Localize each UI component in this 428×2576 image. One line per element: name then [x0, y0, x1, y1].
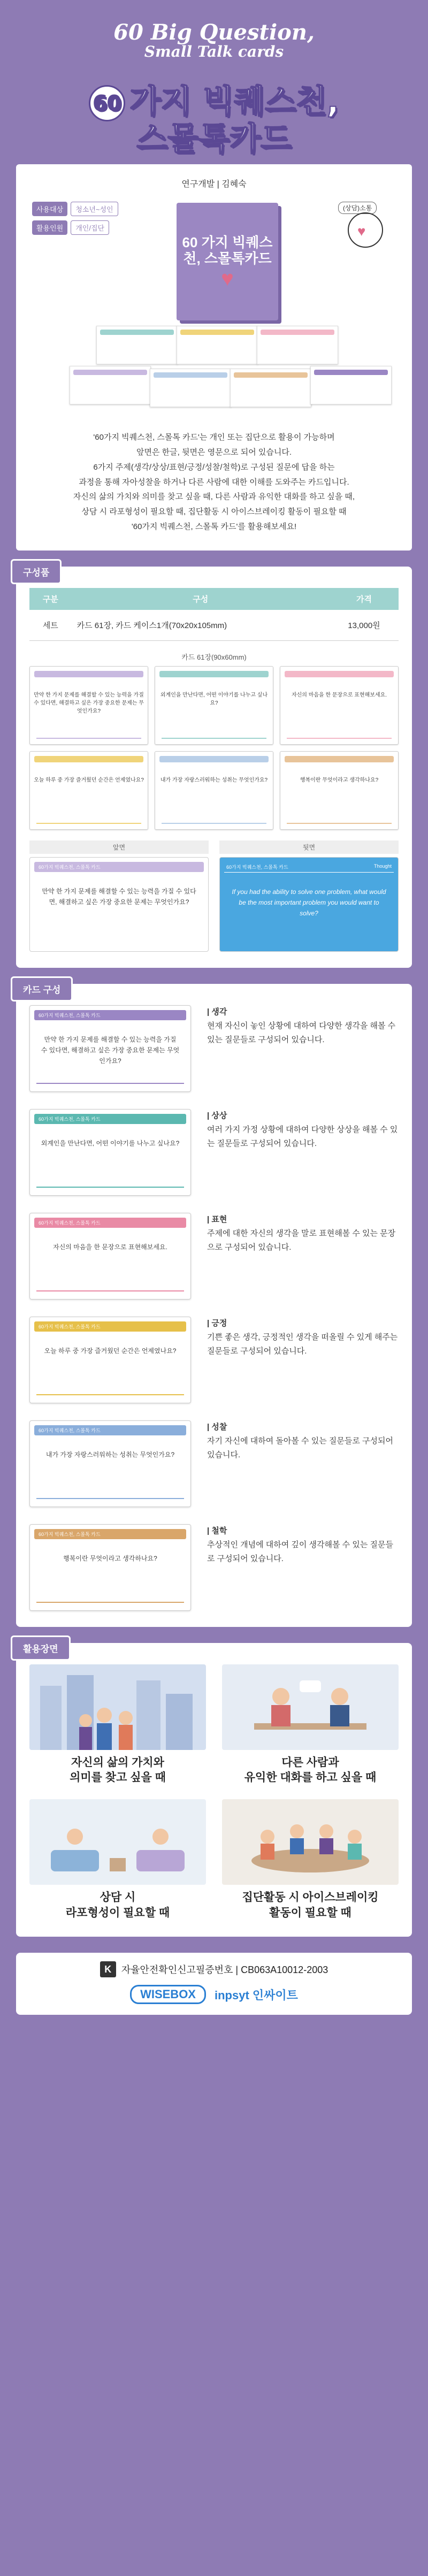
hero-card: [16, 164, 412, 550]
tag-members: [32, 220, 118, 235]
card-type-info: [191, 1420, 399, 1463]
card-type-info: [191, 1524, 399, 1566]
card-type-text: 오늘 하루 중 가장 즐거웠던 순간은 언제였나요?: [44, 1347, 177, 1355]
scene-conversation-illustration: [222, 1664, 399, 1750]
scene-caption-line: 라포형성이 필요할 때: [65, 1906, 170, 1919]
heart-icon: ♥: [221, 267, 234, 291]
composition-section: [16, 567, 412, 968]
back-header-right: Thought: [373, 863, 392, 869]
sample-card-text: 외계인을 만난다면, 어떤 이야기를 나누고 싶나요?: [160, 692, 268, 706]
sample-card: [29, 666, 148, 745]
hero-subtitle-line2: Small Talk cards: [144, 43, 284, 60]
card-type-text: 자신의 마음을 한 문장으로 표현해보세요.: [53, 1243, 167, 1251]
card-type-text: 행복이란 무엇이라고 생각하나요?: [63, 1554, 157, 1562]
scene-caption: [29, 1755, 206, 1786]
table-row: [29, 610, 399, 641]
card-type-name: | 생각: [207, 1007, 227, 1016]
scene-caption: [222, 1890, 399, 1921]
tag-target: [32, 202, 118, 216]
mini-card: [150, 369, 231, 407]
scene-caption-line: 유익한 대화를 하고 싶을 때: [244, 1771, 377, 1784]
card-type-header: 60가지 빅퀘스천, 스몰톡 카드: [34, 1529, 186, 1539]
card-type-item: [29, 1420, 399, 1507]
sample-card: [155, 751, 273, 830]
scene-caption-line: 자신의 삶의 가치와: [71, 1756, 164, 1769]
scene-group-illustration: [222, 1799, 399, 1885]
card-type-name: | 표현: [207, 1214, 227, 1224]
card-types-section: [16, 984, 412, 1627]
card-type-header: 60가지 빅퀘스천, 스몰톡 카드: [34, 1010, 186, 1020]
card-type-header: 60가지 빅퀘스천, 스몰톡 카드: [34, 1425, 186, 1435]
card-size-label: 카드 61장(90x60mm): [181, 653, 247, 661]
card-type-header: 60가지 빅퀘스천, 스몰톡 카드: [34, 1321, 186, 1332]
card-type-item: [29, 1213, 399, 1300]
table-cell: 세트: [29, 610, 72, 641]
card-type-visual: [29, 1213, 191, 1300]
scene-item: [222, 1799, 399, 1921]
tag-value: 청소년~성인: [71, 202, 118, 216]
front-card-header: 60가지 빅퀘스천, 스몰톡 카드: [34, 862, 204, 872]
sample-card-grid: [29, 666, 399, 830]
card-type-visual: [29, 1317, 191, 1403]
relation-label: (상담)소통: [338, 202, 377, 214]
scene-counseling-illustration: [29, 1799, 206, 1885]
card-type-visual: [29, 1005, 191, 1092]
back-card: [219, 857, 399, 952]
description-line: 6가지 주제(생각/상상/표현/긍정/성찰/철학)로 구성된 질문에 답을 하는: [93, 462, 335, 472]
scene-caption: [29, 1890, 206, 1921]
hero-title-line2: 스몰톡카드: [136, 120, 292, 158]
footer: [16, 1953, 412, 2015]
card-type-desc: 현재 자신이 놓인 상황에 대하여 다양한 생각을 해볼 수 있는 질문들로 구성되어 있습니다.: [207, 1021, 396, 1045]
front-side: [29, 840, 209, 952]
card-type-info: [191, 1317, 399, 1359]
relation-icon: [332, 202, 391, 250]
certification: [16, 1961, 412, 1977]
certification-text: 자율안전확인신고필증번호 | CB063A10012-2003: [121, 1965, 328, 1976]
sample-card-text: 행복이란 무엇이라고 생각하나요?: [300, 777, 379, 783]
mini-card: [96, 326, 178, 364]
card-type-text: 내가 가장 자랑스러워하는 성취는 무엇인가요?: [45, 1450, 175, 1458]
card-type-item: [29, 1005, 399, 1092]
table-cell: 13,000원: [330, 610, 399, 641]
scene-grid: [29, 1664, 399, 1921]
tag-list: [32, 202, 118, 239]
back-side: [219, 840, 399, 952]
inpsyt-logo: inpsyt 인싸이트: [214, 1988, 298, 2002]
card-type-desc: 여러 가지 가정 상황에 대하여 다양한 상상을 해볼 수 있는 질문들로 구성되어 있습니다.: [207, 1125, 398, 1149]
table-cell: 카드 61장, 카드 케이스1개(70x20x105mm): [72, 610, 330, 641]
scene-caption: [222, 1755, 399, 1786]
description-line: 앞면은 한글, 뒷면은 영문으로 되어 있습니다.: [136, 448, 292, 457]
card-type-item: [29, 1524, 399, 1611]
back-header-left: 60가지 빅퀘스천, 스몰톡 카드: [226, 864, 288, 870]
front-label: 앞면: [29, 840, 209, 854]
table-header: 구분: [29, 588, 72, 610]
card-type-desc: 기쁜 좋은 생각, 긍정적인 생각을 떠올릴 수 있게 해주는 질문들로 구성되어 있습니다.: [207, 1332, 398, 1356]
hero-title-text1: 가지 빅퀘스천,: [129, 83, 339, 120]
section-tag: 구성품: [11, 559, 62, 584]
card-type-info: [191, 1213, 399, 1255]
mini-card: [177, 326, 258, 364]
table-header: 구성: [72, 588, 330, 610]
card-type-visual: [29, 1109, 191, 1196]
card-sides: [29, 840, 399, 952]
mini-card: [310, 366, 392, 404]
hero-subtitle-line1: 60 Big Question,: [113, 20, 315, 45]
card-type-visual: [29, 1420, 191, 1507]
sample-card: [280, 666, 399, 745]
usage-scenes-section: [16, 1643, 412, 1937]
card-type-name: | 철학: [207, 1526, 227, 1535]
description-line: 상담 시 라포형성이 필요할 때, 집단활동 시 아이스브레이킹 활동이 필요할 때: [81, 507, 347, 517]
mini-card: [70, 366, 151, 404]
card-type-item: [29, 1109, 399, 1196]
card-type-info: [191, 1005, 399, 1048]
card-type-name: | 긍정: [207, 1318, 227, 1328]
card-type-text: 외계인을 만난다면, 어떤 이야기를 나누고 싶나요?: [41, 1139, 180, 1147]
card-type-name: | 상상: [207, 1111, 227, 1120]
scene-caption-line: 상담 시: [100, 1891, 136, 1904]
back-card-text: If you had the ability to solve one problem, what would be the most important problem you would want to solve?: [232, 888, 386, 918]
scene-caption-line: 다른 사람과: [281, 1756, 339, 1769]
card-type-item: [29, 1317, 399, 1403]
hero-header: [0, 0, 428, 88]
card-type-desc: 자기 자신에 대하여 돌아볼 수 있는 질문들로 구성되어 있습니다.: [207, 1436, 393, 1460]
table-header: 가격: [330, 588, 399, 610]
sample-card-text: 만약 한 가지 문제를 해결할 수 있는 능력을 가질 수 있다면, 해결하고 싶은 가장 중요한 문제는 무엇인가요?: [34, 692, 144, 714]
card-type-visual: [29, 1524, 191, 1611]
scene-city-illustration: [29, 1664, 206, 1750]
card-type-desc: 주제에 대한 자신의 생각을 말로 표현해볼 수 있는 문장으로 구성되어 있습니다.: [207, 1228, 396, 1252]
tag-value: 개인/집단: [71, 220, 109, 235]
card-type-header: 60가지 빅퀘스천, 스몰톡 카드: [34, 1114, 186, 1124]
front-card: [29, 857, 209, 952]
back-label: 뒷면: [219, 840, 399, 854]
card-type-desc: 추상적인 개념에 대하여 깊이 생각해볼 수 있는 질문들로 구성되어 있습니다.: [207, 1540, 393, 1564]
scene-item: [222, 1664, 399, 1786]
scene-caption-line: 의미를 찾고 싶을 때: [70, 1771, 166, 1784]
card-box-illustration: [177, 203, 278, 320]
composition-table: [29, 588, 399, 641]
box-title: 60 가지 빅퀘스천, 스몰톡카드: [182, 234, 273, 267]
back-card-header: [224, 862, 394, 873]
hero-title-line1: [0, 84, 428, 121]
hero-subtitle: [0, 0, 428, 59]
scene-item: [29, 1799, 206, 1921]
card-type-info: [191, 1109, 399, 1151]
mini-card: [257, 326, 338, 364]
section-tag: 활용장면: [11, 1635, 71, 1661]
wisebox-logo: WISEBOX: [130, 1985, 206, 2004]
hero-badge: 60: [89, 85, 125, 121]
sample-card: [155, 666, 273, 745]
description-line: '60가지 빅퀘스천, 스몰톡 카드'를 활용해보세요!: [131, 522, 297, 531]
card-type-text: 만약 한 가지 문제를 해결할 수 있는 능력을 가질 수 있다면, 해결하고 싶은 가장 중요한 문제는 무엇인가요?: [41, 1035, 180, 1065]
sample-card-text: 오늘 하루 중 가장 즐거웠던 순간은 언제였나요?: [34, 777, 144, 783]
sample-card-text: 내가 가장 자랑스러워하는 성취는 무엇인가요?: [160, 777, 268, 783]
description-line: '60가지 빅퀘스천, 스몰톡 카드'는 개인 또는 집단으로 활용이 가능하며: [93, 433, 335, 442]
mini-card: [230, 369, 311, 407]
card-type-name: | 성찰: [207, 1422, 227, 1432]
developer: 연구개발 | 김혜숙: [181, 180, 247, 189]
product-visual: [16, 234, 412, 430]
sample-card: [280, 751, 399, 830]
description: [16, 430, 412, 534]
description-line: 자신의 삶의 가치와 의미를 찾고 싶을 때, 다른 사람과 유익한 대화를 하고 싶을 때,: [73, 492, 355, 502]
kc-mark-icon: K: [100, 1961, 116, 1977]
sample-card-text: 자신의 마음을 한 문장으로 표현해보세요.: [291, 692, 387, 698]
card-type-header: 60가지 빅퀘스천, 스몰톡 카드: [34, 1218, 186, 1228]
scene-caption-line: 활동이 필요할 때: [269, 1906, 351, 1919]
hero-title: [0, 84, 428, 157]
scene-caption-line: 집단활동 시 아이스브레이킹: [242, 1891, 379, 1904]
heart-icon: ♥: [357, 223, 366, 240]
section-tag: 카드 구성: [11, 976, 73, 1002]
scene-item: [29, 1664, 206, 1786]
description-line: 과정을 통해 자아성찰을 하거나 다른 사람에 대한 이해를 도와주는 카드입니다.: [79, 477, 349, 487]
tag-key: 활용인원: [32, 220, 67, 235]
sample-card: [29, 751, 148, 830]
front-card-text: 만약 한 가지 문제를 해결할 수 있는 능력을 가질 수 있다면, 해결하고 싶은 가장 중요한 문제는 무엇인가요?: [42, 887, 196, 906]
brand-logos: [16, 1985, 412, 2004]
tag-key: 사용대상: [32, 202, 67, 216]
